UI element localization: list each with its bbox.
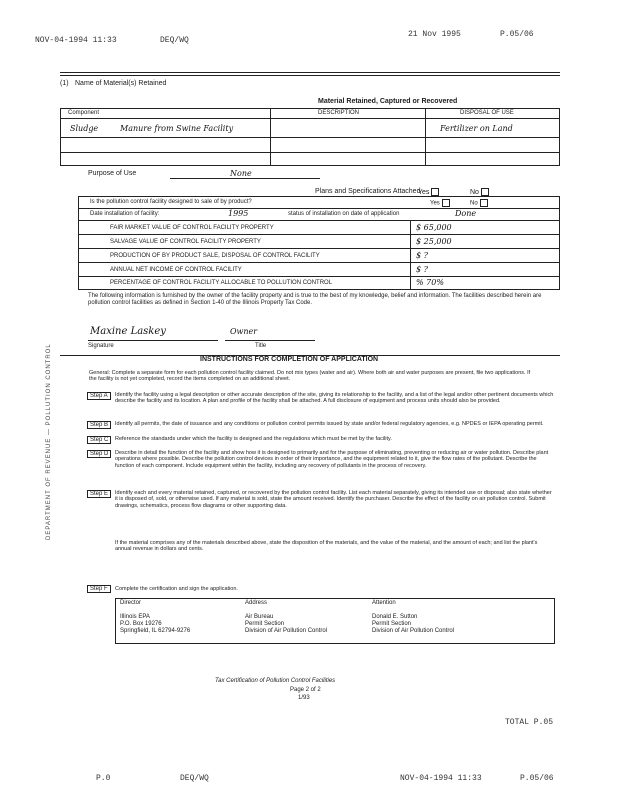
fax-footer-right: NOV-04-1994 11:33 xyxy=(400,774,482,783)
f3-label: PRODUCTION OF BY PRODUCT SALE, DISPOSAL OF CONTROL FACILITY xyxy=(110,253,320,259)
addr-mid: Air Bureau Permit Section Division of Air Pollution Control xyxy=(245,614,328,634)
f4-value: $ ? xyxy=(416,265,428,274)
fax-footer-right2: P.05/06 xyxy=(520,774,554,783)
row1-description: Manure from Swine Facility xyxy=(120,124,234,133)
row1-disposal: Fertilizer on Land xyxy=(440,124,513,133)
instructions-general: General: Complete a separate form for each pollution control facility claimed. Do not mix types (water and air). Where both air and water purposes are present, file two applications. If the facility is not yet completed, record the items completed on an additional sheet. xyxy=(89,370,531,383)
form-top-rule-2 xyxy=(60,75,560,76)
step-a-label: Step A xyxy=(87,392,111,400)
addr-col-director: Director xyxy=(120,600,142,606)
col-component: Component xyxy=(68,110,100,116)
footer-page: Page 2 of 2 xyxy=(290,687,321,693)
step-c-label: Step C xyxy=(87,436,111,444)
q-rule-5 xyxy=(78,262,560,263)
f2-label: SALVAGE VALUE OF CONTROL FACILITY PROPERTY xyxy=(110,239,261,245)
title-label: Title xyxy=(255,343,267,349)
signature-line xyxy=(88,340,218,341)
instructions-heading: INSTRUCTIONS FOR COMPLETION OF APPLICATION xyxy=(200,356,379,363)
step-e2-text: If the material comprises any of the materials described above, state the disposition of the materials, and the value of the material, and the amount of each; and list the plant's annual revenue in dollars and cents. xyxy=(115,540,538,553)
q-rule-1 xyxy=(78,208,560,209)
plans-label: Plans and Specifications Attached xyxy=(315,188,421,195)
fax-total: TOTAL P.05 xyxy=(505,718,554,727)
step-c-text: Reference the standards under which the facility is designed and the regulations which must be met by the facility. xyxy=(115,436,392,442)
step-f-text: Complete the certification and sign the application. xyxy=(115,586,238,592)
q-status-value: Done xyxy=(455,209,477,218)
material-row-rule-1 xyxy=(60,137,560,138)
q-design-no: No xyxy=(470,199,488,208)
q-rule-3 xyxy=(78,234,560,235)
f4-label: ANNUAL NET INCOME OF CONTROL FACILITY xyxy=(110,267,242,273)
col-disposal: DISPOSAL OF USE xyxy=(460,110,514,116)
certification-text: The following information is furnished by the owner of the facility property and is true to the best of my knowledge, belief and information. The facilities described herein are pollution control facilities as defined in Section 1-40 of the Illinois Property Tax Code. xyxy=(88,293,542,306)
item-number: (1) xyxy=(60,80,69,87)
fax-header-mid: DEQ/WQ xyxy=(160,36,189,45)
fax-footer-left: P.0 xyxy=(96,774,111,783)
step-b-text: Identify all permits, the date of issuance and any conditions or pollution control permits issued by state and/or federal regulatory agencies, e.g. NPDES or IEPA operating permit. xyxy=(115,421,544,427)
f5-label: PERCENTAGE OF CONTROL FACILITY ALLOCABLE TO POLLUTION CONTROL xyxy=(110,280,333,286)
step-a-text: Identify the facility using a legal description or other accurate description of the site, giving its relationship to the facility, and a list of the legal and/or other pertinent documents which describe the facility and its location. A plan and profile of the facility shall be attached. A full disclosure of equipment and process units should also be provided. xyxy=(115,392,554,405)
material-row-rule-2 xyxy=(60,152,560,153)
f1-value: $ 65,000 xyxy=(416,223,452,232)
footer-rev: 1/93 xyxy=(298,695,310,701)
fax-footer-mid: DEQ/WQ xyxy=(180,774,209,783)
q-design-yes: Yes xyxy=(430,199,450,208)
form-sidebar: DEPARTMENT OF REVENUE — POLLUTION CONTROL xyxy=(46,343,52,540)
form-top-rule xyxy=(60,72,560,73)
q-design-yes-checkbox[interactable] xyxy=(442,199,450,207)
step-d-text: Describe in detail the function of the facility and show how it is designed to primarily and for the purpose of eliminating, preventing or reducing air or water pollution. Describe plant operations where possible. Describe the pollution control devices in order of their importance, and the equipment related to it, give the flow rates of the pollutant. Describe the function of each component. Include equipment within the facility, including any recovery of pollutants in the process of recovery. xyxy=(115,450,549,469)
step-e-text: Identify each and every material retained, captured, or recovered by the pollution control facility. List each material separately, giving its intended use or disposal; also state whether it is disposed of, sold, or otherwise used. If any material is sold, state the amount received. Identify the purchaser. Describe the effect of the facility on air pollution control. Submit drawings, schematics, process flow diagrams or other supporting data. xyxy=(115,490,552,509)
material-heading: Material Retained, Captured or Recovered xyxy=(318,98,458,105)
col-description: DESCRIPTION xyxy=(318,110,360,116)
plans-yes: Yes xyxy=(418,188,439,197)
addr-col-address: Address xyxy=(245,600,268,606)
f5-value: % 70% xyxy=(416,278,444,287)
step-d-label: Step D xyxy=(87,450,111,458)
q-rule-4 xyxy=(78,248,560,249)
q-design-no-checkbox[interactable] xyxy=(480,199,488,207)
f2-value: $ 25,000 xyxy=(416,237,452,246)
q-date-value: 1995 xyxy=(228,209,249,218)
step-e-label: Step E xyxy=(87,490,111,498)
item-title: Name of Material(s) Retained xyxy=(75,80,167,87)
q-rule-6 xyxy=(78,276,560,277)
plans-yes-checkbox[interactable] xyxy=(431,188,439,196)
certification-title-value: Owner xyxy=(230,327,258,336)
f3-value: $ ? xyxy=(416,251,428,260)
f1-label: FAIR MARKET VALUE OF CONTROL FACILITY PROPERTY xyxy=(110,225,274,231)
fax-header-right: P.05/06 xyxy=(500,30,534,39)
signature-label: Signature xyxy=(88,343,114,349)
q-value-divider xyxy=(410,220,411,290)
fax-header-date: 21 Nov 1995 xyxy=(408,30,461,39)
material-header-rule xyxy=(60,118,560,119)
fax-header-left: NOV-04-1994 11:33 xyxy=(35,36,117,45)
q-design-text: Is the pollution control facility designed to sale of by product? xyxy=(90,199,252,205)
purpose-underline xyxy=(170,178,320,179)
addr-right: Donald E. Sutton Permit Section Division of Air Pollution Control xyxy=(372,614,455,634)
step-b-label: Step B xyxy=(87,421,111,429)
certification-signature: Maxine Laskey xyxy=(90,326,166,337)
plans-no-checkbox[interactable] xyxy=(481,188,489,196)
step-f-label: Step F xyxy=(87,585,111,593)
footer-title: Tax Certification of Pollution Control Facilities xyxy=(215,678,336,684)
q-date-label: Date installation of facility: xyxy=(90,211,160,217)
purpose-label: Purpose of Use xyxy=(88,170,137,177)
q-rule-2 xyxy=(78,220,560,221)
addr-col-attention: Attention xyxy=(372,600,396,606)
plans-no: No xyxy=(470,188,489,197)
addr-left: Illinois EPA P.O. Box 19276 Springfield, IL 62794-9276 xyxy=(120,614,191,634)
row1-component: Sludge xyxy=(70,124,99,133)
title-line xyxy=(225,340,315,341)
purpose-value: None xyxy=(230,169,252,178)
q-status-label: status of installation on date of application xyxy=(288,211,400,217)
